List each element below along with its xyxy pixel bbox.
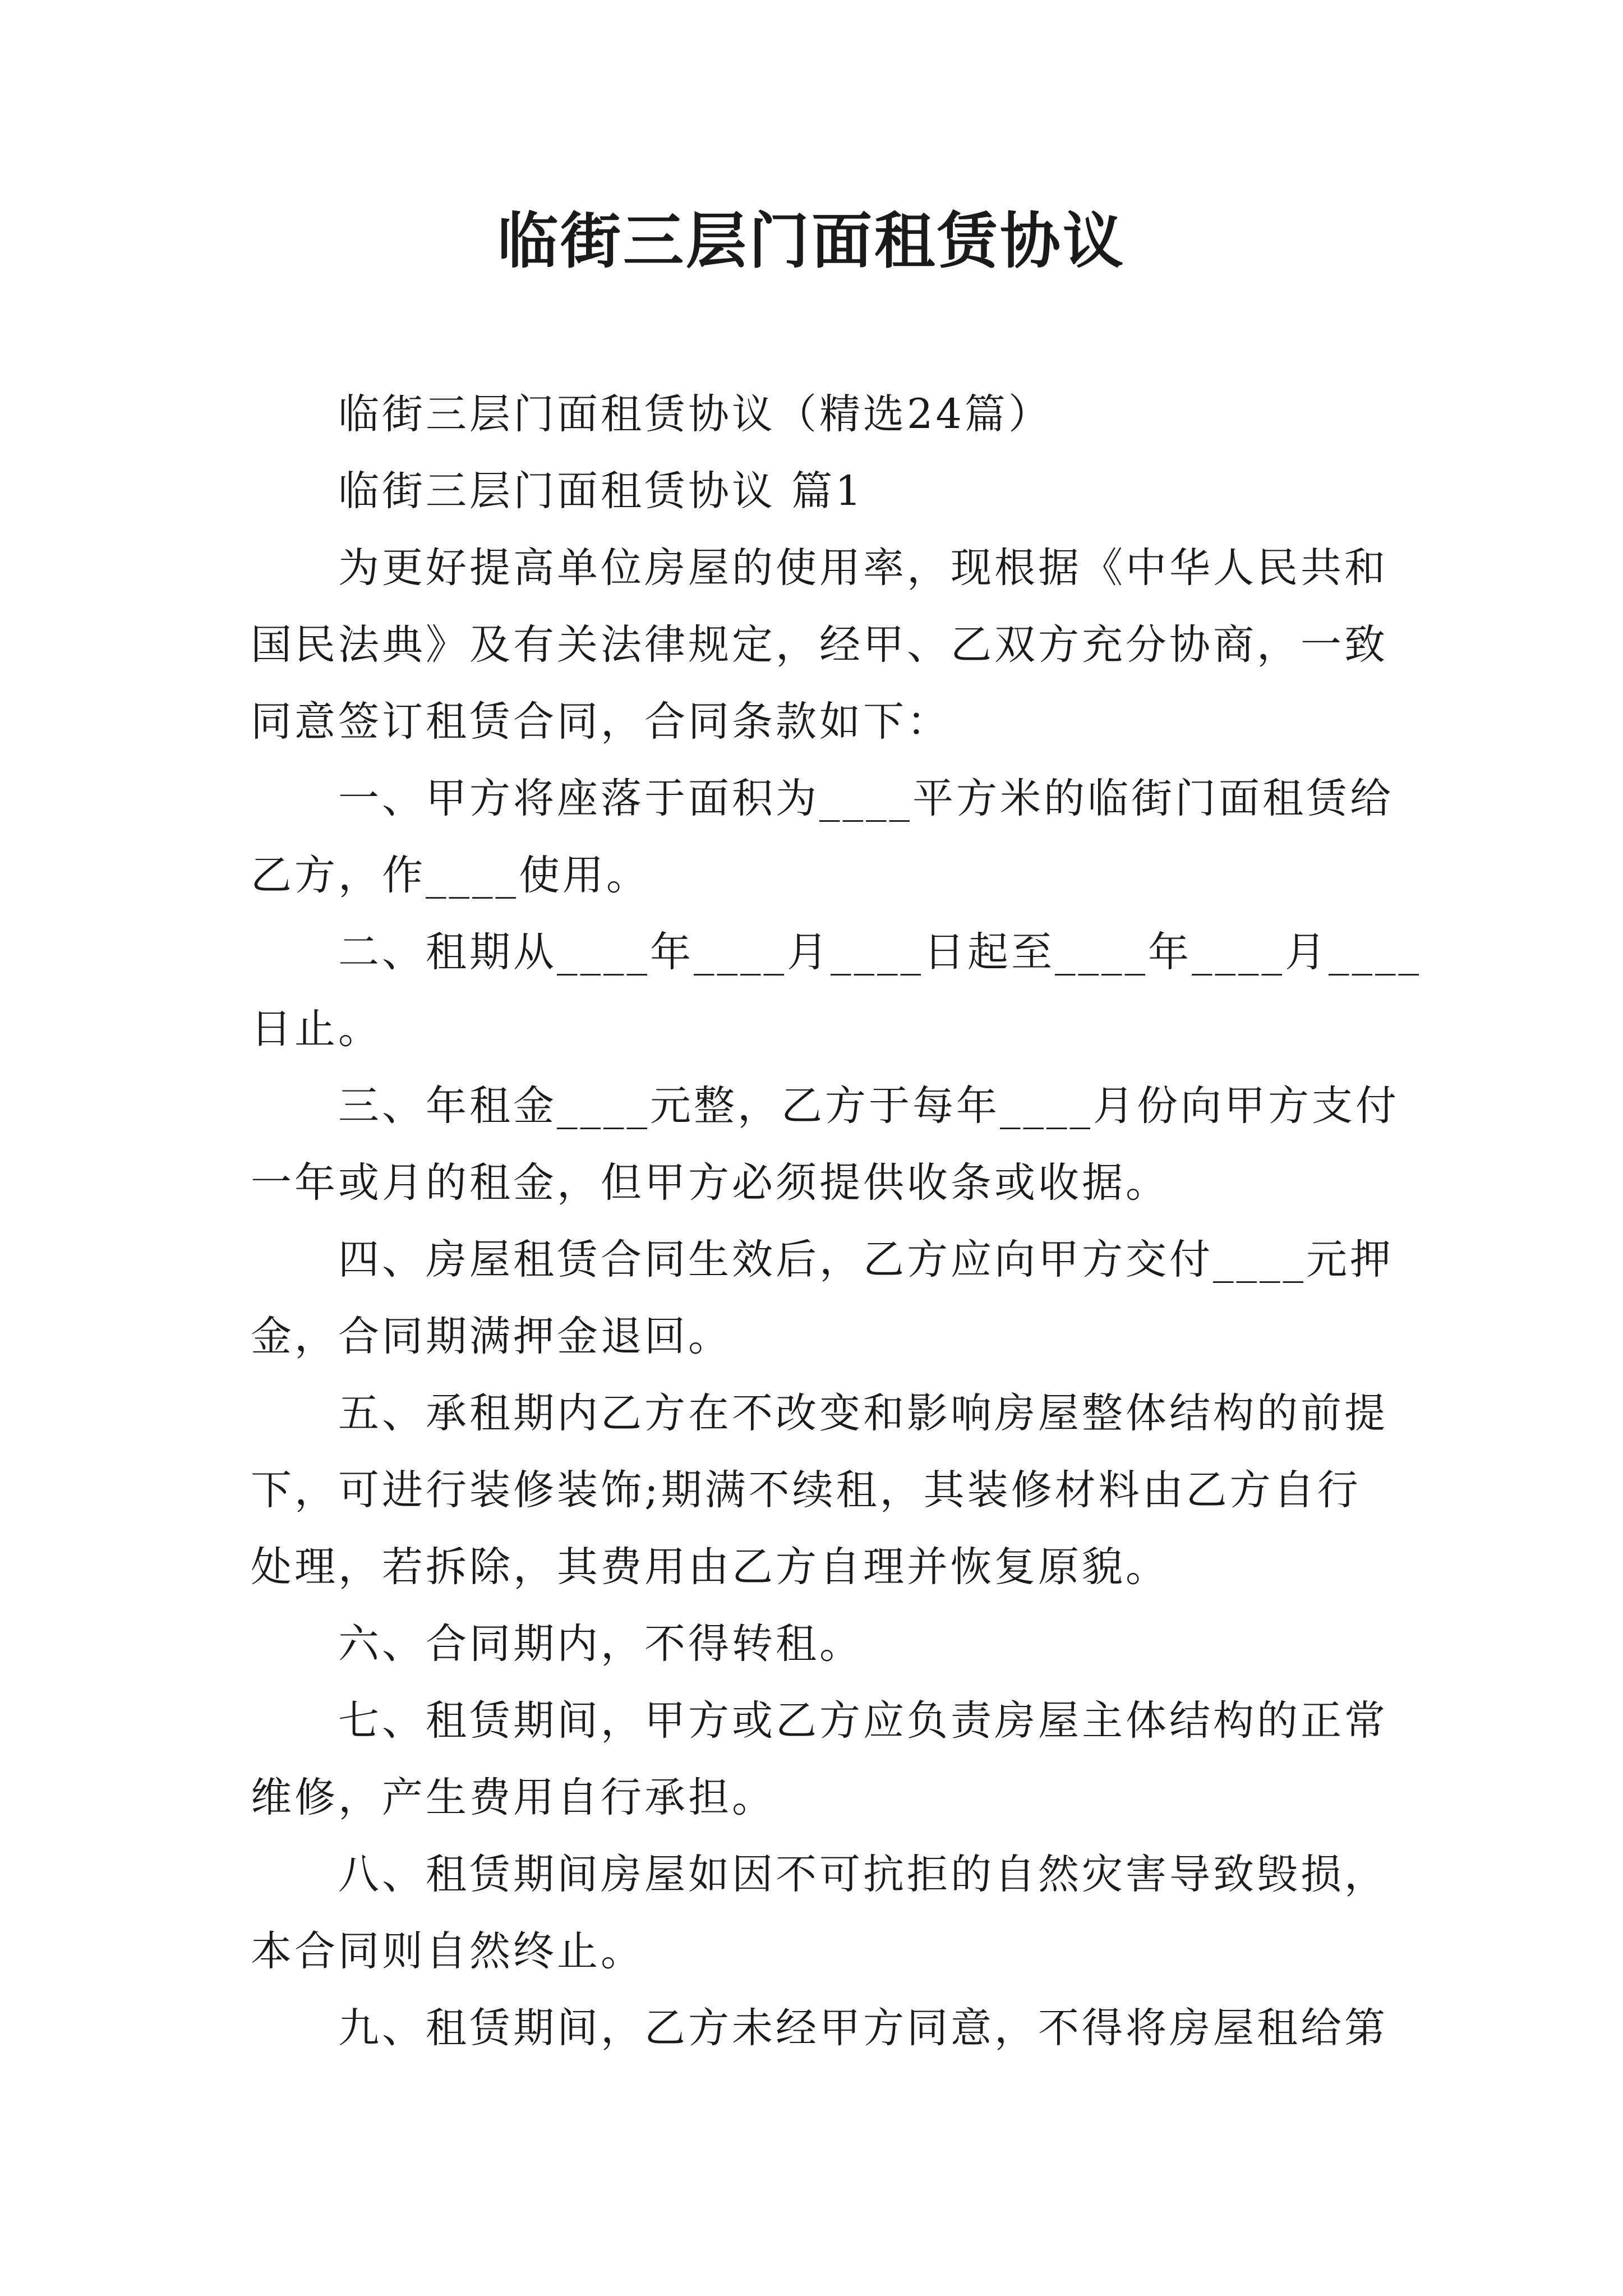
clause-line: 维修，产生费用自行承担。 <box>251 1774 776 1821</box>
clause-line: 九、租赁期间，乙方未经甲方同意，不得将房屋租给第 <box>338 2004 1388 2052</box>
clause-line: 三、年租金____元整，乙方于每年____月份向甲方支付 <box>338 1082 1399 1130</box>
subtitle-line: 临街三层门面租赁协议（精选24篇） <box>338 390 1052 438</box>
clause-line: 日止。 <box>251 1005 382 1053</box>
clause-line: 乙方，作____使用。 <box>251 852 650 899</box>
clause-line: 金，合同期满押金退回。 <box>251 1313 732 1360</box>
clause-line: 七、租赁期间，甲方或乙方应负责房屋主体结构的正常 <box>338 1697 1388 1745</box>
clause-line: 下，可进行装修装饰;期满不续租，其装修材料由乙方自行 <box>251 1466 1361 1514</box>
clause-line: 一、甲方将座落于面积为____平方米的临街门面租赁给 <box>338 775 1394 822</box>
clause-line: 八、租赁期间房屋如因不可抗拒的自然灾害导致毁损， <box>338 1851 1388 1898</box>
section-heading: 临街三层门面租赁协议 篇1 <box>338 467 864 515</box>
clause-line: 本合同则自然终止。 <box>251 1927 644 1975</box>
clause-line: 六、合同期内，不得转租。 <box>338 1620 863 1668</box>
clause-line: 五、承租期内乙方在不改变和影响房屋整体结构的前提 <box>338 1389 1388 1437</box>
paragraph-line: 国民法典》及有关法律规定，经甲、乙双方充分协商，一致 <box>251 621 1388 669</box>
document-title: 临街三层门面租赁协议 <box>497 206 1126 277</box>
clause-line: 二、租期从____年____月____日起至____年____月____ <box>338 928 1422 976</box>
document-body <box>251 376 1422 2067</box>
clause-line: 处理，若拆除，其费用由乙方自理并恢复原貌。 <box>251 1543 1169 1591</box>
clause-line: 四、房屋租赁合同生效后，乙方应向甲方交付____元押 <box>338 1236 1394 1283</box>
paragraph-line: 为更好提高单位房屋的使用率，现根据《中华人民共和 <box>338 544 1388 592</box>
clause-line: 一年或月的租金，但甲方必须提供收条或收据。 <box>251 1159 1169 1207</box>
paragraph-line: 同意签订租赁合同，合同条款如下： <box>251 698 951 746</box>
